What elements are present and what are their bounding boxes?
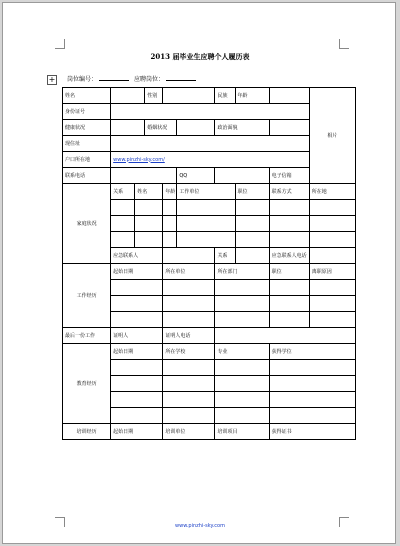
- marital-cell[interactable]: [177, 120, 215, 136]
- political-cell[interactable]: [269, 120, 309, 136]
- job-number-field[interactable]: [99, 74, 129, 81]
- qq-label: QQ: [177, 168, 215, 184]
- edu-start-header: 起始日期: [111, 344, 163, 360]
- fcontact-header: 联系方式: [269, 184, 309, 200]
- footer-link[interactable]: www.pinzhi-sky.com: [175, 523, 225, 529]
- hukou-label: 户口所在地: [63, 152, 111, 168]
- training-label: 培训经历: [63, 424, 111, 440]
- family-label: 家庭状况: [63, 184, 111, 264]
- faddr-header: 所在地: [309, 184, 355, 200]
- referee-phone-label: 证明人电话: [163, 328, 215, 344]
- emergency-relation-cell[interactable]: [235, 248, 269, 264]
- emergency-phone-label: 应急联系人电话: [269, 248, 309, 264]
- name-cell[interactable]: [111, 88, 145, 104]
- fwork-header: 工作单位: [177, 184, 235, 200]
- ethnicity-label: 民族: [215, 88, 235, 104]
- health-label: 健康状况: [63, 120, 111, 136]
- name-label: 姓名: [63, 88, 111, 104]
- applied-position-label: 应聘岗位：: [133, 76, 164, 83]
- last-job-label: 最后一份工作: [63, 328, 111, 344]
- major-header: 专业: [215, 344, 269, 360]
- gender-cell[interactable]: [163, 88, 215, 104]
- political-label: 政治面貌: [215, 120, 269, 136]
- wpos-header: 职位: [269, 264, 309, 280]
- phone-cell[interactable]: [111, 168, 177, 184]
- work-label: 工作经历: [63, 264, 111, 328]
- trainer-header: 培训单位: [163, 424, 215, 440]
- job-number-label: 岗位编号：: [67, 76, 98, 83]
- current-address-label: 现住址: [63, 136, 111, 152]
- id-number-cell[interactable]: [111, 104, 310, 120]
- phone-label: 联系电话: [63, 168, 111, 184]
- company-header: 所在单位: [163, 264, 215, 280]
- fpos-header: 职位: [235, 184, 269, 200]
- train-project-header: 培训项目: [215, 424, 269, 440]
- degree-header: 获得学位: [269, 344, 355, 360]
- training-start-header: 起始日期: [111, 424, 163, 440]
- hukou-cell[interactable]: [111, 152, 310, 168]
- photo-box[interactable]: 相片: [309, 88, 355, 184]
- marital-label: 婚姻状况: [145, 120, 177, 136]
- hukou-link[interactable]: www.pinzhi-sky.com/: [113, 156, 165, 163]
- emergency-relation-label: 关系: [215, 248, 235, 264]
- margin-mark-top-right: [339, 39, 349, 49]
- certificate-header: 获得证书: [269, 424, 355, 440]
- fage-header: 年龄: [163, 184, 177, 200]
- start-end-header: 起始日期: [111, 264, 163, 280]
- fname-header: 姓名: [135, 184, 163, 200]
- age-label: 年龄: [235, 88, 269, 104]
- position-line: [67, 74, 199, 83]
- form-title: 2013 届毕业生应聘个人履历表: [150, 52, 250, 61]
- resume-table: [62, 87, 356, 440]
- emergency-phone-cell[interactable]: [309, 248, 355, 264]
- document-page: [2, 2, 396, 544]
- table-move-handle-icon[interactable]: +: [48, 75, 56, 84]
- id-number-label: 身份证号: [63, 104, 111, 120]
- age-cell[interactable]: [269, 88, 309, 104]
- referee-label: 证明人: [111, 328, 163, 344]
- email-label: 电子信箱: [269, 168, 309, 184]
- dept-header: 所在部门: [215, 264, 269, 280]
- health-cell[interactable]: [111, 120, 145, 136]
- applied-position-field[interactable]: [166, 74, 196, 81]
- relation-header: 关系: [111, 184, 135, 200]
- current-address-cell[interactable]: [111, 136, 310, 152]
- gender-label: 性别: [145, 88, 163, 104]
- emergency-cell[interactable]: [163, 248, 215, 264]
- referee-phone-cell[interactable]: [215, 328, 356, 344]
- edu-label: 教育经历: [63, 344, 111, 424]
- qq-cell[interactable]: [215, 168, 269, 184]
- margin-mark-top-left: [55, 39, 65, 49]
- emergency-label: 应急联系人: [111, 248, 163, 264]
- leave-reason-header: 离职原因: [309, 264, 355, 280]
- school-header: 所在学校: [163, 344, 215, 360]
